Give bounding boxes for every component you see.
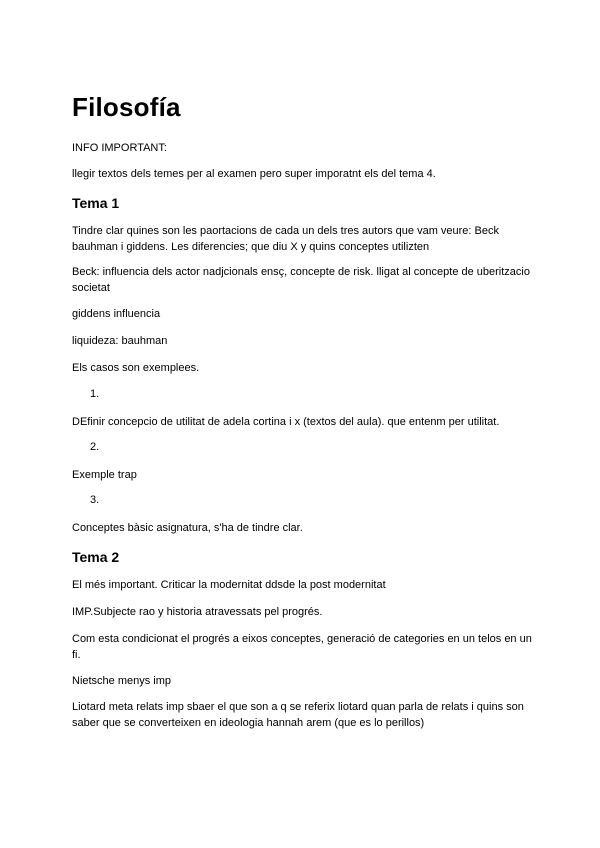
tema1-paragraph: Beck: influencia dels actor nadjcionals ensç, concepte de risk. lligat al concepte de uberitzacio societat [72, 266, 530, 294]
info-label: INFO IMPORTANT: [72, 142, 167, 154]
list-number: 1. [90, 388, 100, 400]
intro-paragraph: llegir textos dels temes per al examen pero super imporatnt els del tema 4. [72, 168, 436, 180]
tema2-paragraph: El més important. Criticar la modernitat ddsde la post modernitat [72, 579, 386, 591]
tema2-paragraph: Nietsche menys imp [72, 675, 172, 687]
tema1-paragraph: DEfinir concepcio de utilitat de adela cortina i x (textos del aula). que entenm per utilitat. [72, 416, 500, 428]
tema1-paragraph: Tindre clar quines son les paortacions de cada un dels tres autors que vam veure: Beck bauhman i giddens. Les diferencies; que diu X y quins conceptes utilizten [72, 225, 499, 253]
tema2-heading: Tema 2 [72, 549, 120, 565]
tema1-paragraph: Els casos son exemplees. [72, 362, 200, 374]
tema2-paragraph: IMP.Subjecte rao y historia atravessats pel progrés. [72, 606, 323, 618]
tema2-paragraph: Com esta condicionat el progrés a eixos conceptes, generació de categories en un telos en un fi. [72, 633, 532, 661]
tema1-paragraph: liquideza: bauhman [72, 335, 168, 347]
tema1-paragraph: Exemple trap [72, 469, 137, 481]
tema1-paragraph: Conceptes bàsic asignatura, s'ha de tindre clar. [72, 522, 303, 534]
tema2-paragraph: Liotard meta relats imp sbaer el que son a q se referix liotard quan parla de relats i quins son saber que se converteixen en ideologia hannah arem (que es lo perillos) [72, 701, 524, 729]
list-number: 3. [90, 494, 100, 506]
list-number: 2. [90, 441, 100, 453]
tema1-paragraph: giddens influencia [72, 308, 161, 320]
tema1-heading: Tema 1 [72, 195, 120, 211]
page-title: Filosofía [72, 92, 181, 122]
